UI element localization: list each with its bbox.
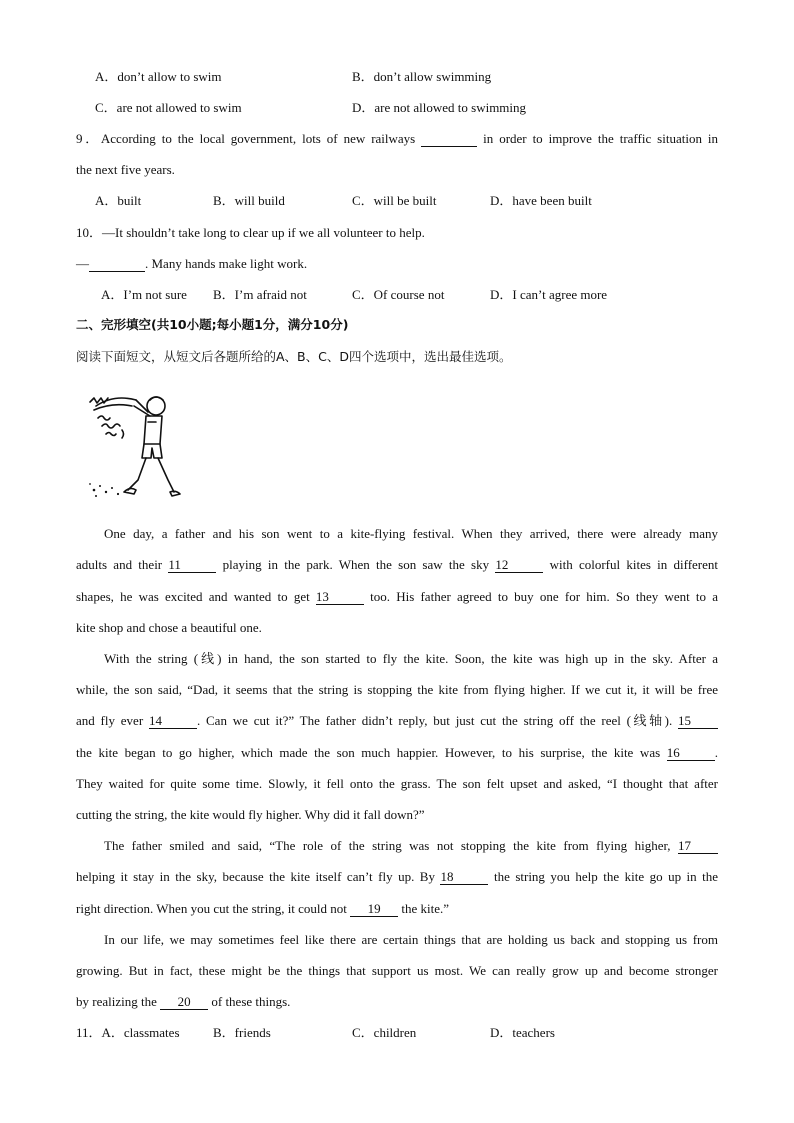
p4-l3-text-a: by realizing the xyxy=(76,994,157,1009)
q9-option-a: A．built xyxy=(95,193,142,208)
p1-line2 xyxy=(76,557,718,573)
q8-option-a: A．don’t allow to swim xyxy=(95,69,222,84)
p2-line2: while, the son said, “Dad, it seems that the string is stopping the kite from flying higher. If we cut it, it will be free xyxy=(76,682,718,697)
p3-l3-text-b: the kite.” xyxy=(401,901,450,916)
p2-line4 xyxy=(76,745,718,761)
p1-l2-text-a: adults and their xyxy=(76,557,163,572)
p3-l3-text-a: right direction. When you cut the string, it could not xyxy=(76,901,347,916)
q9-option-b: B．will build xyxy=(213,193,285,208)
p3-line2 xyxy=(76,869,718,885)
p2-l3-text-a: and fly ever xyxy=(76,713,144,728)
p4-line3 xyxy=(76,994,290,1010)
q10-option-a: A．I’m not sure xyxy=(101,287,187,302)
p4-line2: growing. But in fact, these might be the things that support us most. We can really grow up and become stronger xyxy=(76,963,718,978)
q11-option-a: 11．A．classmates xyxy=(76,1025,180,1040)
blank-13: 13 xyxy=(316,590,364,605)
p3-l2-text-b: the string you help the kite go up in the xyxy=(493,869,719,884)
p1-line4: kite shop and chose a beautiful one. xyxy=(76,620,262,635)
blank-17: 17 xyxy=(678,839,718,854)
q9-stem-post: in order to improve the traffic situation in xyxy=(483,131,719,146)
q10-option-c: C．Of course not xyxy=(352,287,445,302)
p1-l2-text-b: playing in the park. When the son saw the sky xyxy=(222,557,490,572)
q10-line1: 10．—It shouldn’t take long to clear up if we all volunteer to help. xyxy=(76,225,425,240)
section-instruction: 阅读下面短文，从短文后各题所给的A、B、C、D四个选项中，选出最佳选项。 xyxy=(76,349,512,364)
q10-dash: — xyxy=(76,256,89,271)
p4-l3-text-b: of these things. xyxy=(211,994,291,1009)
q8-option-b: B．don’t allow swimming xyxy=(352,69,492,84)
p2-line1: With the string (线) in hand, the son started to fly the kite. Soon, the kite was high up in the sky. After a xyxy=(104,651,718,666)
q11-option-b: B．friends xyxy=(213,1025,271,1040)
blank-15: 15 xyxy=(678,714,718,729)
blank-18: 18 xyxy=(440,870,488,885)
q10-answer-blank xyxy=(89,257,145,272)
p1-l3-text-b: too. His father agreed to buy one for him. So they went to a xyxy=(370,589,719,604)
p2-l4-text-a: the kite began to go higher, which made the son much happier. However, to his surprise, the kite was xyxy=(76,745,661,760)
boy-flying-kite-illustration xyxy=(84,388,184,504)
p3-l2-text-a: helping it stay in the sky, because the kite itself can’t fly up. By xyxy=(76,869,435,884)
p2-line5: They waited for quite some time. Slowly, it fell onto the grass. The son felt upset and asked, “I thought that after xyxy=(76,776,718,791)
q10-line2 xyxy=(76,256,307,272)
q10-line2-text: . Many hands make light work. xyxy=(145,256,308,271)
section-heading: 二、完形填空(共10小题;每小题1分，满分10分) xyxy=(76,317,349,332)
q9-stem-pre: 9．According to the local government, lots of new railways xyxy=(76,131,416,146)
q9-option-c: C．will be built xyxy=(352,193,437,208)
q9-stem-line2: the next five years. xyxy=(76,162,175,177)
blank-19: 19 xyxy=(350,902,398,917)
q8-option-c: C．are not allowed to swim xyxy=(95,100,242,115)
blank-14: 14 xyxy=(149,714,197,729)
p2-l3-text-b: . Can we cut it?” The father didn’t reply, but just cut the string off the reel (线轴). xyxy=(196,713,673,728)
p4-line1: In our life, we may sometimes feel like there are certain things that are holding us back and stopping us from xyxy=(104,932,718,947)
blank-20: 20 xyxy=(160,995,208,1010)
p3-l1-text-a: The father smiled and said, “The role of the string was not stopping the kite from flying higher, xyxy=(104,838,671,853)
q9-answer-blank xyxy=(421,132,477,147)
blank-12: 12 xyxy=(495,558,543,573)
blank-11: 11 xyxy=(168,558,216,573)
q10-option-d: D．I can’t agree more xyxy=(490,287,608,302)
q10-option-b: B．I’m afraid not xyxy=(213,287,307,302)
q11-option-d: D．teachers xyxy=(490,1025,555,1040)
p3-line1 xyxy=(104,838,718,854)
p1-line3 xyxy=(76,589,718,605)
q9-stem-line1 xyxy=(76,131,718,147)
q8-option-d: D．are not allowed to swimming xyxy=(352,100,527,115)
p1-l3-text-a: shapes, he was excited and wanted to get xyxy=(76,589,310,604)
p2-l4-text-b: . xyxy=(714,745,719,760)
blank-16: 16 xyxy=(667,746,715,761)
p2-line3 xyxy=(76,713,718,729)
p2-line6: cutting the string, the kite would fly higher. Why did it fall down?” xyxy=(76,807,425,822)
p1-l2-text-c: with colorful kites in different xyxy=(549,557,719,572)
q11-option-c: C．children xyxy=(352,1025,417,1040)
p3-line3 xyxy=(76,901,449,917)
q9-option-d: D．have been built xyxy=(490,193,592,208)
p1-line1: One day, a father and his son went to a kite-flying festival. When they arrived, there were already many xyxy=(104,526,718,541)
